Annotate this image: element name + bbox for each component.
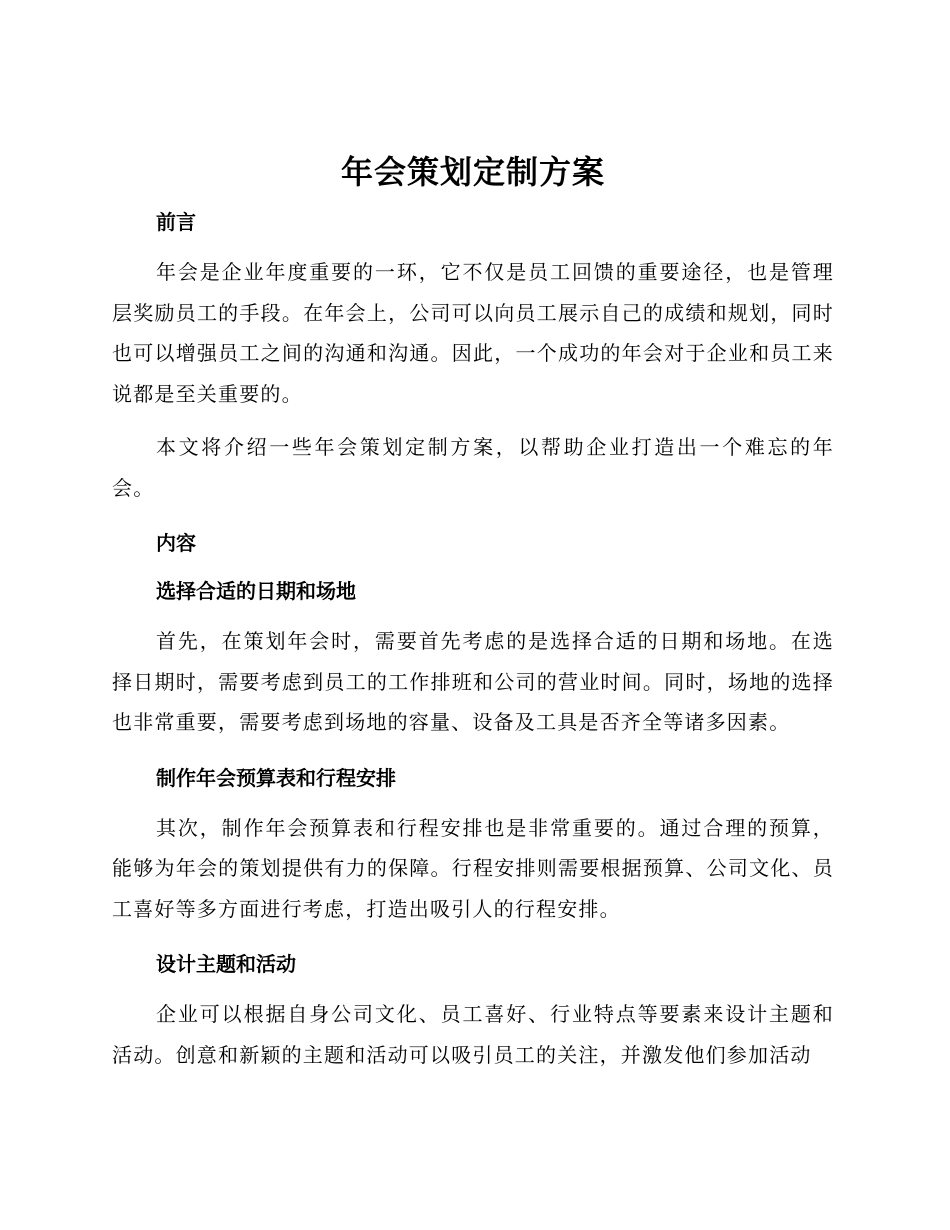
paragraph: 首先，在策划年会时，需要首先考虑的是选择合适的日期和场地。在选择日期时，需要考虑到员工的工作排班和公司的营业时间。同时，场地的选择也非常重要，需要考虑到场地的容量、设备及工具是否齐全等诸多因素。 bbox=[112, 629, 834, 734]
section-heading-budget-schedule: 制作年会预算表和行程安排 bbox=[156, 765, 396, 790]
section-heading-date-venue: 选择合适的日期和场地 bbox=[156, 579, 356, 603]
paragraph: 其次，制作年会预算表和行程安排也是非常重要的。通过合理的预算，能够为年会的策划提供有力的保障。行程安排则需要根据预算、公司文化、员工喜好等多方面进行考虑，打造出吸引人的行程安排。 bbox=[112, 815, 834, 921]
document-page bbox=[112, 146, 834, 1088]
paragraph: 年会是企业年度重要的一环，它不仅是员工回馈的重要途径，也是管理层奖励员工的手段。在年会上，公司可以向员工展示自己的成绩和规划，同时也可以增强员工之间的沟通和沟通。因此，一个成功的年会对于企业和员工来说都是至关重要的。 bbox=[112, 260, 834, 406]
paragraph: 本文将介绍一些年会策划定制方案，以帮助企业打造出一个难忘的年会。 bbox=[112, 435, 834, 500]
section-heading-theme-activities: 设计主题和活动 bbox=[156, 952, 296, 976]
section-heading-content: 内容 bbox=[156, 531, 196, 555]
paragraph: 企业可以根据自身公司文化、员工喜好、行业特点等要素来设计主题和活动。创意和新颖的主题和活动可以吸引员工的关注，并激发他们参加活动 bbox=[112, 1002, 834, 1067]
section-heading-preface: 前言 bbox=[156, 210, 196, 234]
document-title: 年会策划定制方案 bbox=[340, 153, 605, 191]
